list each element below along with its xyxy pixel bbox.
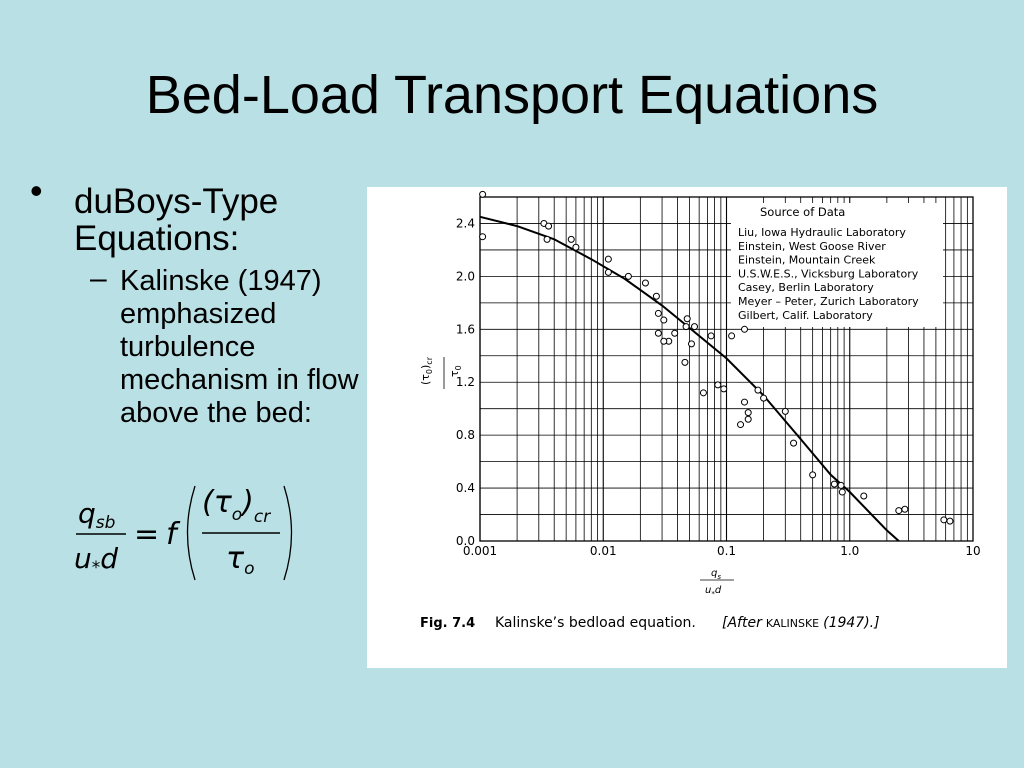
eq-right-paren bbox=[284, 486, 292, 580]
eq-left-paren bbox=[188, 486, 196, 580]
data-point bbox=[745, 416, 751, 422]
data-point bbox=[782, 408, 788, 414]
x-label-denominator: $u_*d$ bbox=[705, 585, 722, 598]
data-point bbox=[861, 493, 867, 499]
y-tick-label: 2.0 bbox=[455, 269, 475, 284]
legend-entry: Einstein, West Goose River bbox=[738, 239, 886, 253]
legend-entry: U.S.W.E.S., Vicksburg Laboratory bbox=[738, 267, 919, 281]
data-point bbox=[642, 280, 648, 286]
data-point bbox=[691, 324, 697, 330]
data-point bbox=[688, 341, 694, 347]
figure-panel bbox=[367, 187, 1007, 668]
data-point bbox=[742, 399, 748, 405]
data-point bbox=[745, 410, 751, 416]
x-tick-label: 0.01 bbox=[589, 544, 617, 558]
data-point bbox=[715, 382, 721, 388]
data-point bbox=[661, 338, 667, 344]
data-point bbox=[896, 508, 902, 514]
data-point bbox=[683, 324, 689, 330]
data-point bbox=[568, 236, 574, 242]
kalinske-equation bbox=[68, 478, 308, 588]
data-point bbox=[546, 223, 552, 229]
eq-lhs-denominator: u*d bbox=[74, 542, 119, 578]
eq-equals: = bbox=[134, 517, 160, 552]
data-point bbox=[738, 422, 744, 428]
data-point bbox=[838, 482, 844, 488]
y-label-numerator: $(\tau_0)_{cr}$ bbox=[419, 357, 434, 385]
data-point bbox=[605, 256, 611, 262]
data-point bbox=[941, 517, 947, 523]
data-point bbox=[791, 440, 797, 446]
subbullet-marker: – bbox=[90, 262, 107, 295]
y-tick-label: 0.0 bbox=[455, 534, 475, 548]
x-tick-label: 1.0 bbox=[840, 544, 860, 558]
data-point bbox=[810, 472, 816, 478]
legend-entry: Einstein, Mountain Creek bbox=[738, 253, 876, 267]
data-point bbox=[708, 333, 714, 339]
x-tick-label: 10 bbox=[965, 544, 981, 558]
data-point bbox=[729, 333, 735, 339]
x-tick-label: 0.1 bbox=[716, 544, 737, 558]
bullet-text: duBoys-Type Equations: bbox=[74, 182, 279, 258]
eq-rhs-denominator: $\tau_o$ bbox=[226, 541, 255, 579]
y-tick-label: 1.6 bbox=[455, 322, 475, 337]
data-point bbox=[573, 244, 579, 250]
data-point bbox=[761, 395, 767, 401]
data-point bbox=[653, 293, 659, 299]
data-point bbox=[902, 506, 908, 512]
data-point bbox=[839, 489, 845, 495]
data-point bbox=[661, 317, 667, 323]
data-point bbox=[655, 330, 661, 336]
figure-caption bbox=[420, 615, 880, 631]
data-point bbox=[682, 359, 688, 365]
y-tick-labels bbox=[456, 216, 475, 548]
x-label-numerator: $q_s$ bbox=[711, 568, 722, 581]
legend-title: Source of Data bbox=[760, 205, 846, 219]
data-point bbox=[947, 518, 953, 524]
data-point bbox=[672, 330, 678, 336]
data-point bbox=[544, 236, 550, 242]
y-label-denominator: $\tau_0$ bbox=[448, 365, 463, 377]
data-point bbox=[831, 481, 837, 487]
data-point bbox=[655, 310, 661, 316]
data-point bbox=[684, 316, 690, 322]
y-tick-label: 2.4 bbox=[455, 216, 475, 231]
data-point bbox=[480, 234, 486, 240]
x-axis-label bbox=[700, 568, 734, 598]
eq-rhs-numerator: $(\tau_o)_{cr}$ bbox=[202, 485, 271, 527]
data-point bbox=[625, 273, 631, 279]
x-tick-label: 0.001 bbox=[462, 544, 498, 558]
eq-function-f: f bbox=[166, 517, 177, 552]
data-point bbox=[742, 326, 748, 332]
eq-lhs-numerator: qsb bbox=[78, 497, 116, 533]
legend-entry: Casey, Berlin Laboratory bbox=[738, 281, 874, 295]
legend-entry: Meyer – Peter, Zurich Laboratory bbox=[738, 295, 919, 308]
kalinske-chart bbox=[367, 187, 1007, 668]
slide-title: Bed-Load Transport Equations bbox=[145, 65, 879, 125]
data-point bbox=[605, 269, 611, 275]
data-point bbox=[700, 390, 706, 396]
legend-entry: Liu, Iowa Hydraulic Laboratory bbox=[738, 226, 906, 239]
y-tick-label: 1.2 bbox=[455, 375, 475, 390]
data-point bbox=[755, 387, 761, 393]
subbullet-text: Kalinske (1947) emphasized turbulence mechanism in flow above the bed: bbox=[120, 265, 359, 429]
y-tick-label: 0.4 bbox=[455, 481, 475, 496]
bullet-marker: • bbox=[30, 170, 43, 211]
data-point bbox=[480, 191, 486, 197]
y-tick-label: 0.8 bbox=[455, 428, 475, 443]
legend-entry: Gilbert, Calif. Laboratory bbox=[738, 308, 873, 322]
data-point bbox=[721, 386, 727, 392]
chart-legend bbox=[731, 203, 943, 327]
caption-credit: [After Kalinske (1947).] bbox=[722, 615, 880, 631]
x-tick-labels bbox=[463, 544, 981, 558]
caption-label: Fig. 7.4 bbox=[420, 616, 476, 631]
caption-text: Kalinske’s bedload equation. bbox=[495, 615, 696, 631]
